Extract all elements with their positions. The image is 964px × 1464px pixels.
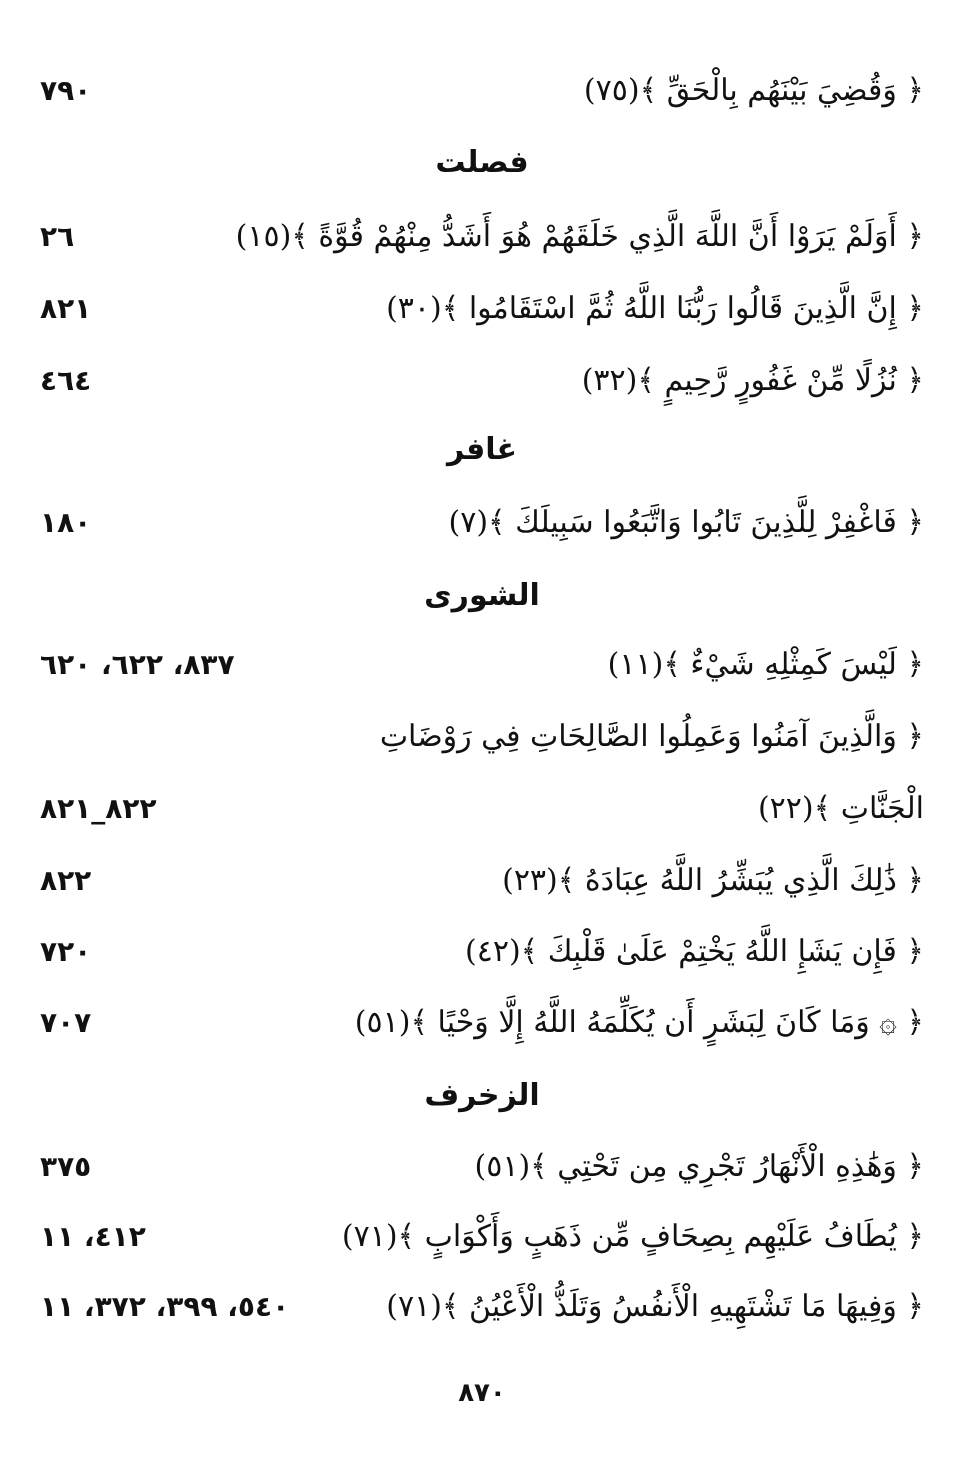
- page-reference: ٧٠٧: [40, 1005, 92, 1039]
- page-reference: ٨٢١: [40, 291, 92, 325]
- surah-heading: الزخرف: [424, 1078, 540, 1113]
- index-entry: [40, 706, 924, 766]
- index-entry: [40, 634, 924, 694]
- page-reference: ٧٢٠: [40, 934, 92, 968]
- verse-text: ﴿ وَهَٰذِهِ الْأَنْهَارُ تَجْرِي مِن تَحْتِي ﴾(٥١): [474, 1148, 924, 1184]
- page-reference: ٣٧٥: [40, 1149, 92, 1183]
- index-entry: [40, 1136, 924, 1196]
- index-entry: [40, 921, 924, 981]
- verse-text: ﴿ فَإِن يَشَإِ اللَّهُ يَخْتِمْ عَلَىٰ قَلْبِكَ ﴾(٤٢): [464, 933, 924, 969]
- verse-text: ﴿ لَيْسَ كَمِثْلِهِ شَيْءٌ ﴾(١١): [607, 646, 924, 682]
- verse-text: ﴿ ذَٰلِكَ الَّذِي يُبَشِّرُ اللَّهُ عِبَادَهُ ﴾(٢٣): [502, 862, 924, 898]
- index-entry: [40, 278, 924, 338]
- index-entry: [40, 1206, 924, 1266]
- page-reference: ٨٢٢_٨٢١: [40, 791, 157, 825]
- verse-text: ﴿ ۞ وَمَا كَانَ لِبَشَرٍ أَن يُكَلِّمَهُ اللَّهُ إِلَّا وَحْيًا ﴾(٥١): [354, 1004, 924, 1040]
- verse-text: ﴿ وَقُضِيَ بَيْنَهُم بِالْحَقِّ ﴾(٧٥): [583, 72, 924, 108]
- verse-text: ﴿ وَالَّذِينَ آمَنُوا وَعَمِلُوا الصَّالِحَاتِ فِي رَوْضَاتِ: [379, 718, 924, 754]
- verse-text: الْجَنَّاتِ ﴾(٢٢): [757, 790, 924, 826]
- page-reference: ٤١٢، ١١: [40, 1219, 146, 1253]
- verse-text: ﴿ أَوَلَمْ يَرَوْا أَنَّ اللَّهَ الَّذِي خَلَقَهُمْ هُوَ أَشَدُّ مِنْهُمْ قُوَّةً ﴾(١٥): [235, 218, 924, 254]
- index-entry: [40, 492, 924, 552]
- verse-text: ﴿ فَاغْفِرْ لِلَّذِينَ تَابُوا وَاتَّبَعُوا سَبِيلَكَ ﴾(٧): [448, 504, 924, 540]
- page-number: ٨٧٠: [458, 1378, 506, 1408]
- page-reference: ٢٦: [40, 219, 75, 253]
- index-entry: [40, 992, 924, 1052]
- page-reference: ٤٦٤: [40, 363, 92, 397]
- page-reference: ١٨٠: [40, 505, 92, 539]
- page-reference: ٥٤٠، ٣٩٩، ٣٧٢، ١١: [40, 1289, 290, 1323]
- page-reference: ٨٣٧، ٦٢٢، ٦٢٠: [40, 647, 235, 681]
- surah-heading: غافر: [446, 432, 518, 467]
- verse-text: ﴿ إِنَّ الَّذِينَ قَالُوا رَبُّنَا اللَّهُ ثُمَّ اسْتَقَامُوا ﴾(٣٠): [386, 290, 924, 326]
- index-entry: [40, 850, 924, 910]
- index-entry: [40, 1276, 924, 1336]
- verse-text: ﴿ نُزُلًا مِّنْ غَفُورٍ رَّحِيمٍ ﴾(٣٢): [581, 362, 924, 398]
- surah-heading: فصلت: [435, 145, 529, 180]
- verse-text: ﴿ يُطَافُ عَلَيْهِم بِصِحَافٍ مِّن ذَهَبٍ وَأَكْوَابٍ ﴾(٧١): [341, 1218, 924, 1254]
- index-entry: [40, 206, 924, 266]
- index-entry: [40, 778, 924, 838]
- page-reference: ٨٢٢: [40, 863, 92, 897]
- verse-text: ﴿ وَفِيهَا مَا تَشْتَهِيهِ الْأَنفُسُ وَتَلَذُّ الْأَعْيُنُ ﴾(٧١): [386, 1288, 924, 1324]
- index-entry: [40, 350, 924, 410]
- surah-heading: الشورى: [424, 578, 540, 613]
- page-reference: ٧٩٠: [40, 73, 92, 107]
- index-entry: [40, 60, 924, 120]
